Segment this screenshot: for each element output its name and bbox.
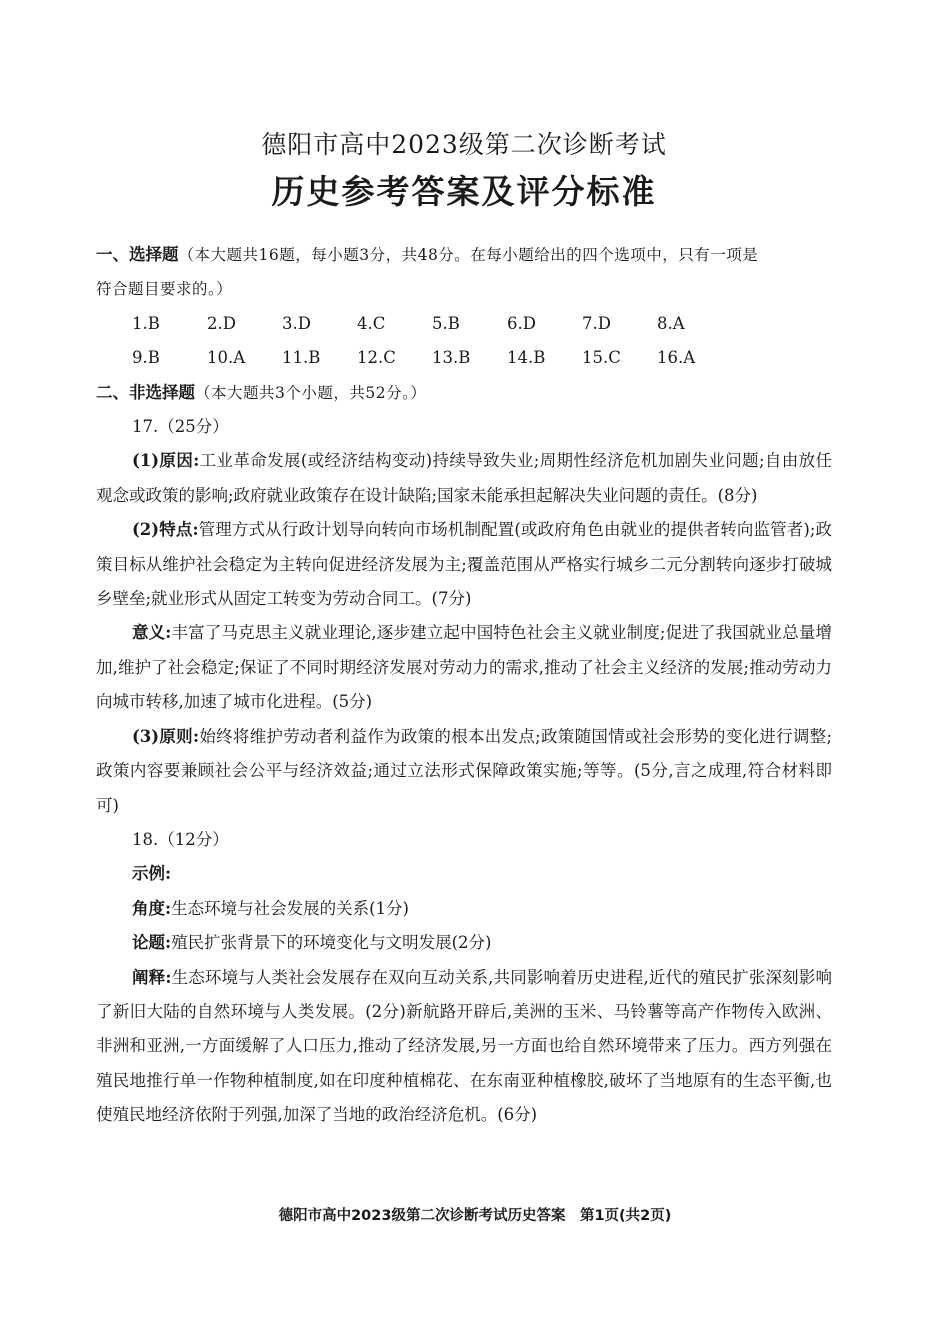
q17-principles-text: 始终将维护劳动者利益作为政策的根本出发点;政策随国情或社会形势的变化进行调整;政策内容要兼顾社会公平与经济效益;通过立法形式保障政策实施;等等。(5分,言之成理,符合材料即可) [96, 726, 832, 815]
q18-thesis [96, 926, 832, 960]
q18-example-tag: 示例: [132, 864, 172, 884]
q18-explanation-text: 生态环境与人类社会发展存在双向互动关系,共同影响着历史进程,近代的殖民扩张深刻影响了新旧大陆的自然环境与人类发展。(2分)新航路开辟后,美洲的玉米、马铃薯等高产作物传入欧洲、非洲和亚洲,一方面缓解了人口压力,推动了经济发展,另一方面也给自然环境带来了压力。西方列强在殖民地推行单一作物种植制度,如在印度种植棉花、在东南亚种植橡胶,破坏了当地原有的生态平衡,也使殖民地经济依附于列强,加深了当地的政治经济危机。(6分) [96, 967, 832, 1125]
q17-significance [96, 616, 832, 719]
q18-thesis-text: 殖民扩张背景下的环境变化与文明发展(2分) [171, 933, 492, 953]
section2-heading-line [96, 376, 832, 410]
answer-item: 1.B [132, 313, 160, 333]
q17-significance-tag: 意义: [132, 623, 172, 643]
answer-item: 12.C [357, 348, 396, 368]
answer-item: 14.B [507, 348, 546, 368]
answer-item: 11.B [282, 348, 321, 368]
section2-note: （本大题共3个小题，共52分。） [195, 383, 427, 402]
q17-label: 17.（25分） [132, 417, 229, 437]
answers-row-2 [96, 341, 832, 375]
q17-features-text: 管理方式从行政计划导向转向市场机制配置(或政府角色由就业的提供者转向监管者);政策目标从维护社会稳定为主转向促进经济发展为主;覆盖范围从严格实行城乡二元分割转向逐步打破城乡壁垒;就业形式从固定工转变为劳动合同工。(7分) [96, 520, 833, 609]
q18-angle-text: 生态环境与社会发展的关系(1分) [171, 898, 409, 918]
q17-reason-text: 工业革命发展(或经济结构变动)持续导致失业;周期性经济危机加剧失业问题;自由放任观念或政策的影响;政府就业政策存在设计缺陷;国家未能承担起解决失业问题的责任。(8分) [96, 451, 832, 505]
section1-heading-line [96, 238, 832, 272]
q17-principles-tag: (3)原则: [132, 726, 200, 746]
exam-title: 德阳市高中2023级第二次诊断考试 [261, 130, 667, 159]
page-footer: 德阳市高中2023级第二次诊断考试历史答案 第1页(共2页) [278, 1208, 672, 1224]
section1-heading: 一、选择题 [96, 245, 179, 264]
answer-item: 9.B [132, 348, 160, 368]
answer-item: 7.D [582, 313, 611, 333]
answers-row-1 [96, 307, 832, 341]
q18-thesis-tag: 论题: [132, 933, 172, 953]
q18-angle [96, 892, 832, 926]
q17-features-tag: (2)特点: [132, 520, 199, 540]
section2-heading: 二、非选择题 [96, 382, 195, 402]
answer-item: 4.C [357, 313, 386, 333]
q18-explanation [96, 961, 832, 1133]
q17-features [96, 513, 832, 616]
q18-angle-tag: 角度: [132, 898, 172, 918]
answer-item: 13.B [432, 348, 471, 368]
answer-item: 8.A [657, 313, 685, 333]
q17-principles [96, 720, 832, 823]
answer-item: 6.D [507, 313, 536, 333]
q17-reason-tag: (1)原因: [132, 451, 200, 471]
answer-item: 10.A [207, 348, 246, 368]
q17-reason [96, 444, 832, 513]
q18-explanation-tag: 阐释: [132, 967, 172, 987]
document-title: 历史参考答案及评分标准 [271, 172, 657, 211]
answer-item: 3.D [282, 313, 311, 333]
section1-note: （本大题共16题，每小题3分，共48分。在每小题给出的四个选项中，只有一项是 [178, 246, 759, 264]
section1-note-cont: 符合题目要求的。） [96, 280, 233, 299]
q18-label: 18.（12分） [132, 829, 229, 849]
answer-item: 2.D [207, 313, 236, 333]
answer-item: 5.B [432, 313, 460, 333]
answer-item: 16.A [657, 348, 696, 368]
q17-significance-text: 丰富了马克思主义就业理论,逐步建立起中国特色社会主义就业制度;促进了我国就业总量增加,维护了社会稳定;保证了不同时期经济发展对劳动力的需求,推动了社会主义经济的发展;推动劳动力向城市转移,加速了城市化进程。(5分) [96, 623, 832, 712]
answer-item: 15.C [582, 348, 621, 368]
